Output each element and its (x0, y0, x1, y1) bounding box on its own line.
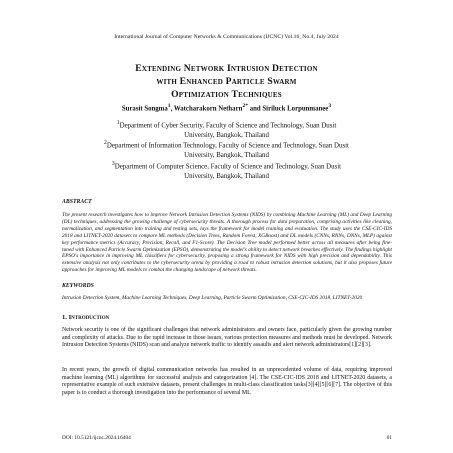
author-name: Surasit Songma (121, 105, 168, 113)
affiliation-line: University, Bangkok, Thailand (184, 172, 269, 180)
affiliation-line: Department of Cyber Security, Faculty of Science and Technology, Suan Dusit (119, 122, 337, 130)
affiliation-mark: 1 (116, 120, 120, 126)
abstract-heading: ABSTRACT (62, 199, 92, 205)
page-number: 61 (386, 435, 392, 441)
affiliation-mark: 2 (104, 140, 107, 146)
journal-header: International Journal of Computer Networks & Communications (IJCNC) Vol.16, No.4, July 2024 (114, 34, 339, 40)
section-title: Introduction (68, 314, 110, 321)
section-heading-introduction (62, 314, 109, 321)
author-list (40, 103, 413, 112)
author-affiliation-mark: 3 (328, 103, 332, 109)
author-affiliation-mark: 2* (242, 103, 249, 109)
author-name: Siriluck Lorpunmanee (262, 105, 329, 113)
affiliation (50, 119, 403, 140)
title-line-3: Optimization Techniques (171, 89, 282, 100)
section-number: 1. (62, 314, 69, 321)
page-footer (62, 435, 392, 441)
affiliation-line: University, Bangkok, Thailand (184, 151, 269, 159)
keywords-heading: KEYWORDS (62, 283, 94, 289)
abstract-text: The present research investigates how to improve Network Intrusion Detection Systems (NIDS) by combining Machine Learning (ML) and Deep Learning (DL) techniques, addressing the growing challenge of cybersecurity threats. A thorough process for data preparation, comprising activities like cleaning, normalization, and segmentation into training and testing sets, lays the framework for model training and evaluation. The study uses the CSE-CIC-IDS 2018 and LITNET-2020 datasets to compare ML methods (Decision Trees, Random Forest, XGBoost) and DL models (CNNs, RNNs, DNNs, MLP) against key performance metrics (Accuracy, Precision, Recall, and F1-Score). The Decision Tree model performed better across all measures after being fine-tuned with Enhanced Particle Swarm Optimization (EPSO), demonstrating the model's ability to detect network breaches effectively. The findings highlight EPSO's importance in improving ML classifiers for cybersecurity, proposing a strong framework for NIDS with high precision and dependability. This extensive analysis not only contributes to the cybersecurity arena by providing a road to robust intrusion detection solutions, but it also proposes future approaches for improving ML models to combat the changing landscape of network threats. (62, 212, 392, 274)
paper-title (40, 62, 413, 101)
body-paragraph: In recent years, the growth of digital communication networks has resulted in an unprecedented volume of data, requiring improved machine learning (ML) algorithms for successful analysis and categorization [4]. The CSE-CIC-IDS 2018 and LITNET-2020 datasets, a representative example of such extensive datasets, present challenges in multi-class classification tasks[3][4][5][6][7]. The objective of this paper is to conduct a thorough investigation into the performance of several ML (62, 367, 392, 396)
title-line-1: Extending Network Intrusion Detection (135, 63, 318, 74)
author-separator: , (170, 105, 174, 113)
body-paragraph: Network security is one of the significant challenges that network administrators and owners face, particularly given the growing number and complexity of attacks. Due to the rapid increase in those issues, various protection measures and methods must be developed. Network Intrusion Detection Systems (NIDS) scan and analyze network traffic to identify assaults and alert network administrators[1][2][3]. (62, 327, 392, 349)
author-name: Watcharakorn Netharn (173, 105, 243, 113)
author-affiliation-mark: 1 (167, 103, 171, 109)
author-separator: and (248, 105, 263, 113)
keywords-text: Intrusion Detection System, Machine Learning Techniques, Deep Learning, Particle Swarm Optimization, CSE-CIC-IDS 2018, LITNET-2020 (62, 295, 363, 301)
title-line-2: with Enhanced Particle Swarm (156, 76, 297, 87)
affiliation (50, 160, 403, 181)
affiliation-line: Department of Information Technology, Faculty of Science and Technology, Suan Dusit (106, 142, 349, 150)
affiliation-line: University, Bangkok, Thailand (184, 131, 269, 139)
affiliation (50, 139, 403, 160)
affiliation-line: Department of Computer Science, Faculty of Science and Technology, Suan Dusit (114, 163, 342, 171)
doi-text: DOI: 10.5121/ijcnc.2024.16404 (62, 435, 131, 441)
affiliation-mark: 3 (111, 161, 115, 167)
